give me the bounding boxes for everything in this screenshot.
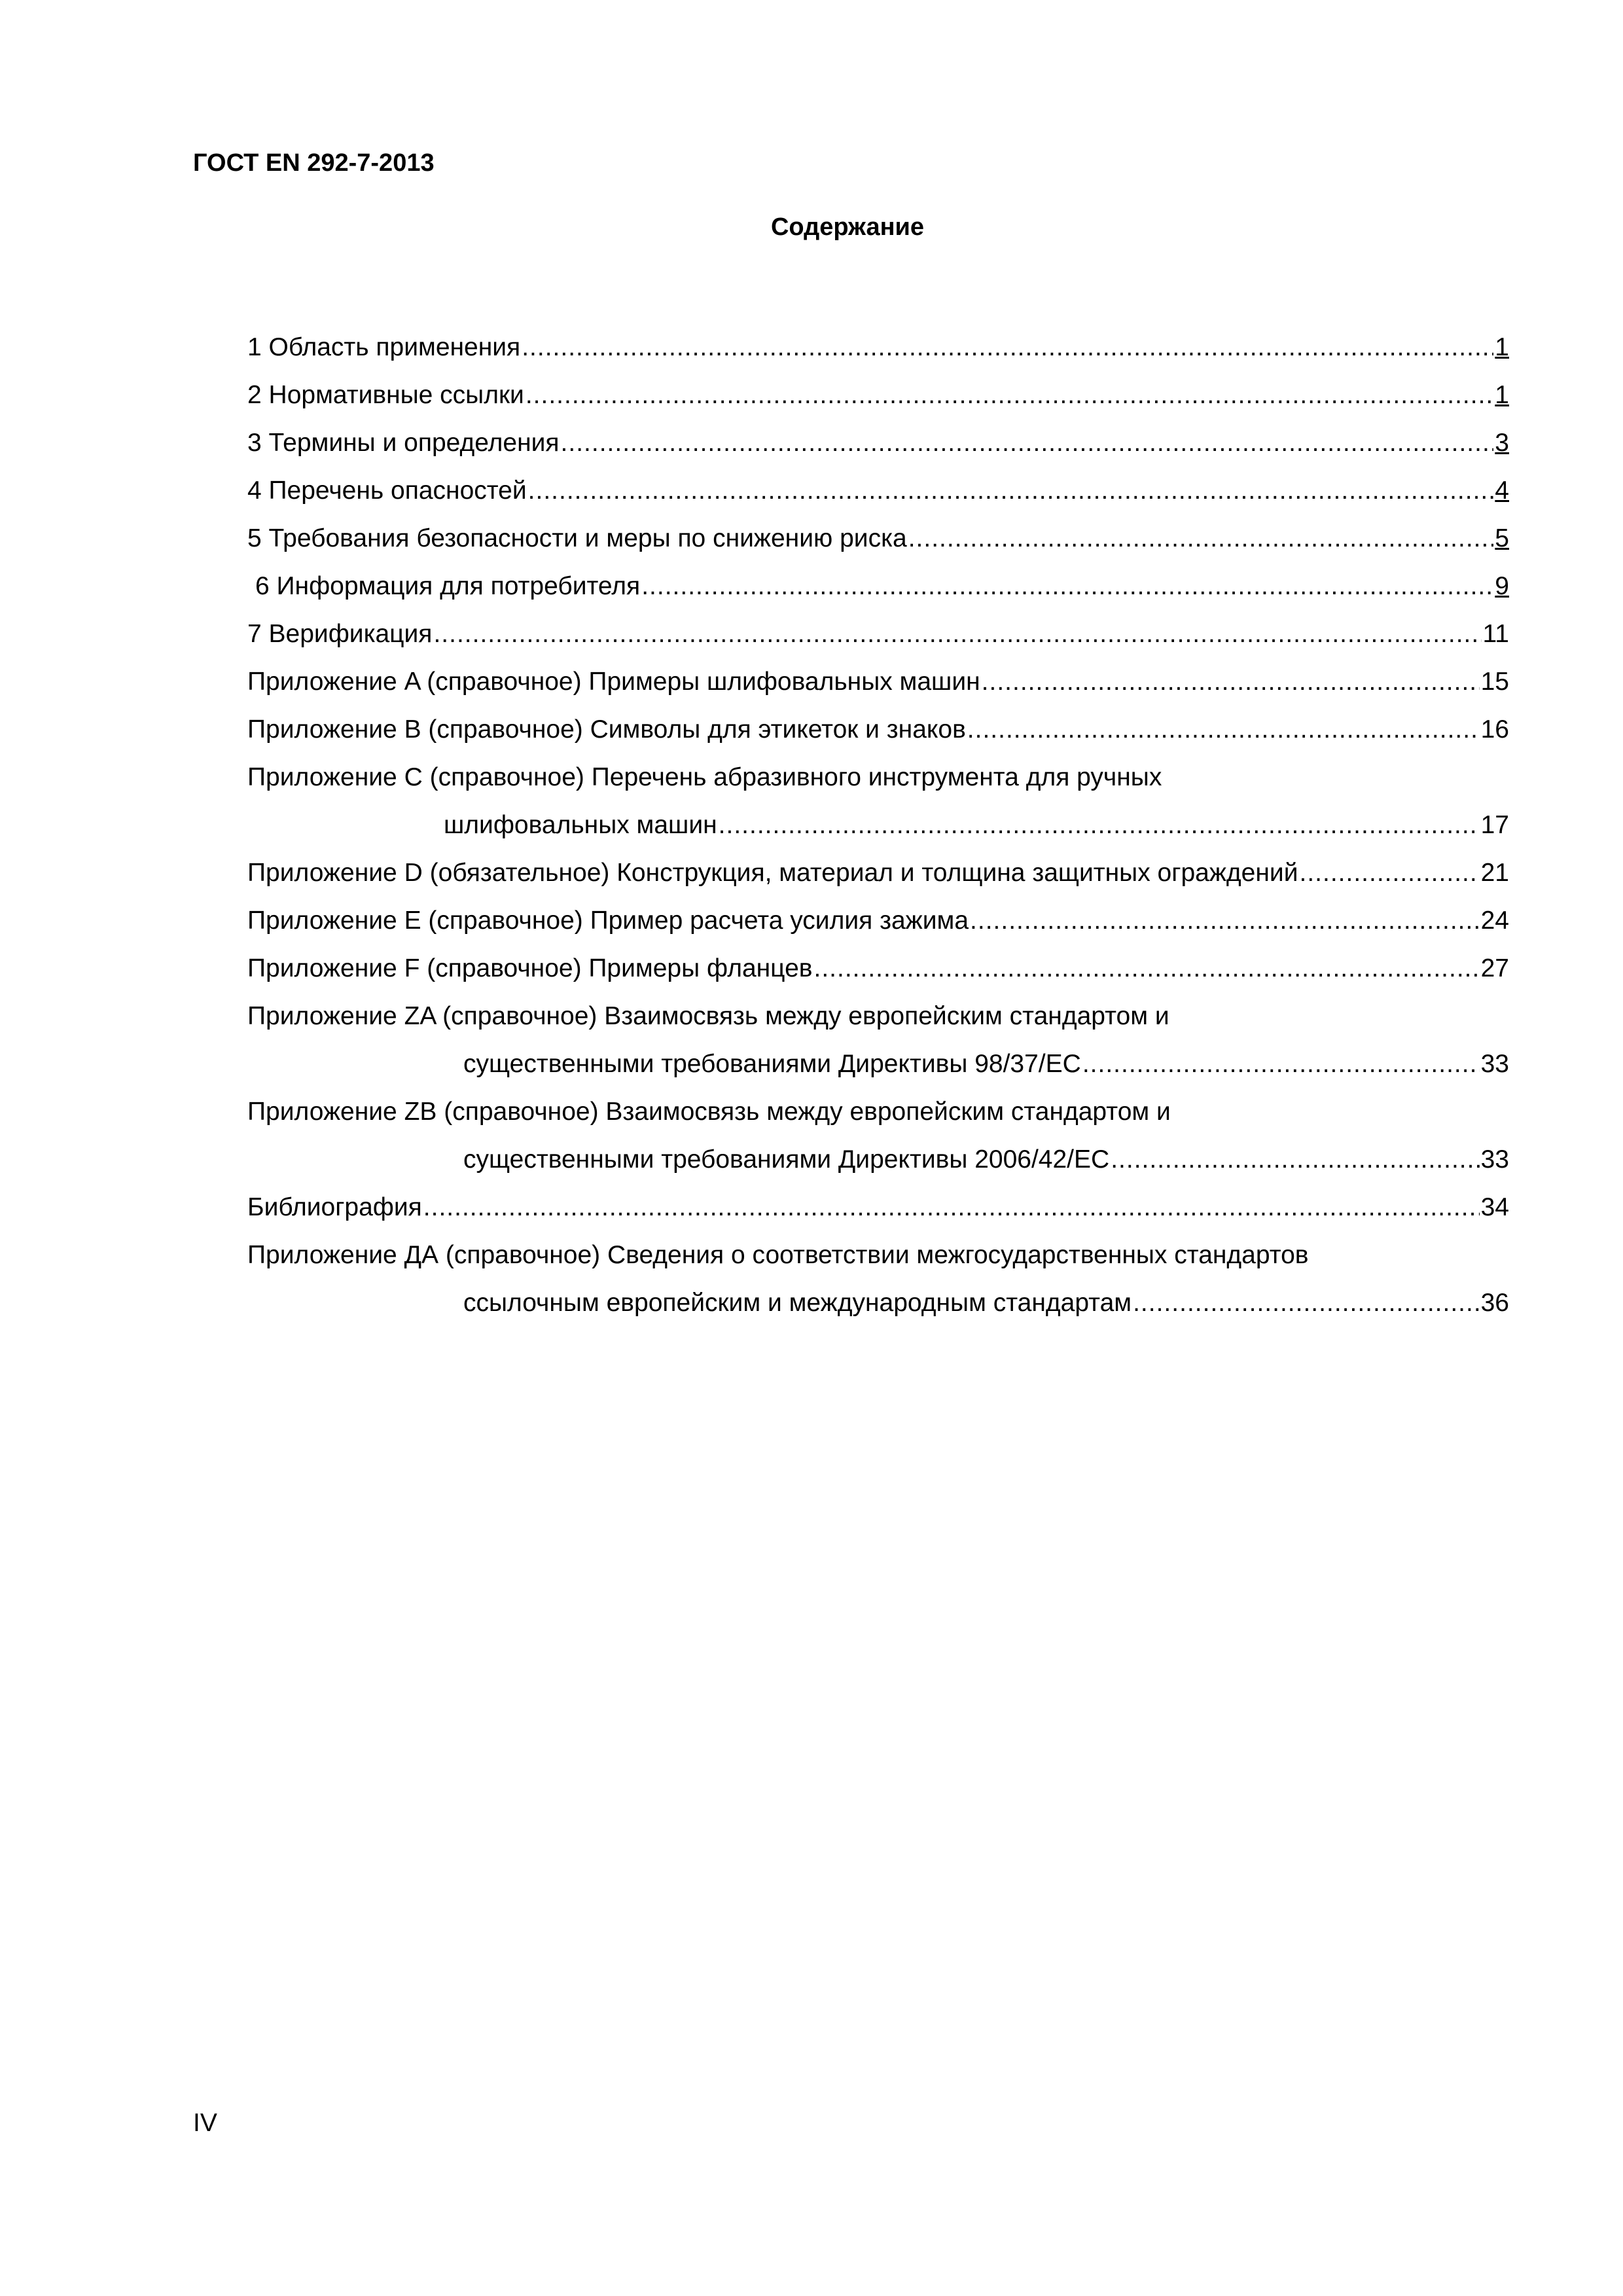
toc-entry-text: Приложение A (справочное) Примеры шлифовальных машин xyxy=(247,668,980,696)
toc-leader-dots xyxy=(433,610,1481,658)
toc-page-number: 36 xyxy=(1480,1289,1509,1317)
toc-page-number: 1 xyxy=(1495,333,1509,361)
toc-leader-dots xyxy=(1299,849,1479,897)
toc-entry-user-information[interactable] xyxy=(247,562,1509,610)
toc-entry-annex-b[interactable] xyxy=(247,706,1509,753)
toc-page-number: 9 xyxy=(1495,572,1509,600)
toc-entry-scope[interactable] xyxy=(247,323,1509,371)
toc-page-number: 21 xyxy=(1480,859,1509,887)
toc-page-number: 1 xyxy=(1495,381,1509,409)
toc-entry-verification[interactable] xyxy=(247,610,1509,658)
toc-leader-dots xyxy=(719,801,1480,849)
table-of-contents xyxy=(247,323,1509,1327)
toc-entry-annex-d[interactable] xyxy=(247,849,1509,897)
toc-entry-annex-za[interactable] xyxy=(247,992,1509,1088)
toc-entry-annex-f[interactable] xyxy=(247,944,1509,992)
toc-page-number: 34 xyxy=(1480,1193,1509,1221)
toc-page-number: 33 xyxy=(1480,1050,1509,1078)
toc-entry-text: Приложение F (справочное) Примеры фланцев xyxy=(247,954,813,982)
toc-leader-dots xyxy=(526,371,1493,419)
toc-title: Содержание xyxy=(770,213,925,241)
toc-leader-dots xyxy=(561,419,1494,467)
toc-entry-text: Приложение B (справочное) Символы для этикеток и знаков xyxy=(247,715,966,744)
toc-entry-annex-e[interactable] xyxy=(247,897,1509,944)
toc-page-number: 4 xyxy=(1495,476,1509,505)
toc-page-number: 16 xyxy=(1480,715,1509,744)
toc-leader-dots xyxy=(1111,1136,1479,1183)
toc-entry-text: 6 Информация для потребителя xyxy=(255,572,641,600)
toc-entry-safety-requirements[interactable] xyxy=(247,514,1509,562)
toc-entry-text: Приложение ДА (справочное) Сведения о соответствии межгосударственных стандартов xyxy=(247,1241,1309,1269)
toc-entry-text: Библиография xyxy=(247,1193,422,1221)
toc-entry-text: 5 Требования безопасности и меры по снижению риска xyxy=(247,524,907,552)
toc-entry-text: Приложение ZB (справочное) Взаимосвязь между европейским стандартом и xyxy=(247,1098,1171,1126)
toc-page-number: 5 xyxy=(1495,524,1509,552)
toc-entry-text: 1 Область применения xyxy=(247,333,521,361)
toc-leader-dots xyxy=(982,658,1480,706)
toc-entry-text: Приложение ZA (справочное) Взаимосвязь между европейским стандартом и xyxy=(247,1002,1169,1030)
toc-leader-dots xyxy=(423,1183,1480,1231)
toc-page-number: 33 xyxy=(1480,1145,1509,1174)
toc-entry-text-continued: существенными требованиями Директивы 98/37/ЕС xyxy=(463,1050,1081,1078)
toc-leader-dots xyxy=(967,706,1480,753)
toc-page-number: 15 xyxy=(1480,668,1509,696)
toc-entry-text-continued: существенными требованиями Директивы 2006/42/ЕС xyxy=(463,1145,1110,1174)
toc-entry-text: 7 Верификация xyxy=(247,620,433,648)
toc-leader-dots xyxy=(970,897,1480,944)
toc-page-number: 11 xyxy=(1482,620,1509,648)
toc-page-number: 27 xyxy=(1480,954,1509,982)
toc-leader-dots xyxy=(522,323,1493,371)
toc-entry-text-continued: ссылочным европейским и международным стандартам xyxy=(463,1289,1132,1317)
toc-leader-dots xyxy=(1133,1279,1480,1327)
toc-entry-terms[interactable] xyxy=(247,419,1509,467)
toc-entry-text: Приложение D (обязательное) Конструкция, материал и толщина защитных ограждений xyxy=(247,859,1298,887)
toc-entry-annex-da[interactable] xyxy=(247,1231,1509,1327)
toc-entry-annex-zb[interactable] xyxy=(247,1088,1509,1183)
document-code: ГОСТ EN 292-7-2013 xyxy=(193,149,435,177)
toc-entry-text: 2 Нормативные ссылки xyxy=(247,381,524,409)
toc-entry-bibliography[interactable] xyxy=(247,1183,1509,1231)
toc-page-number: 24 xyxy=(1480,906,1509,935)
toc-leader-dots xyxy=(528,467,1494,514)
toc-entry-annex-c[interactable] xyxy=(247,753,1509,849)
toc-entry-text: Приложение E (справочное) Пример расчета усилия зажима xyxy=(247,906,969,935)
page-number: IV xyxy=(193,2109,217,2137)
toc-leader-dots xyxy=(908,514,1494,562)
toc-entry-text: 4 Перечень опасностей xyxy=(247,476,527,505)
toc-entry-annex-a[interactable] xyxy=(247,658,1509,706)
toc-entry-text: Приложение C (справочное) Перечень абразивного инструмента для ручных xyxy=(247,763,1162,791)
toc-leader-dots xyxy=(813,944,1479,992)
toc-entry-text-continued: шлифовальных машин xyxy=(444,811,717,839)
toc-entry-normative-references[interactable] xyxy=(247,371,1509,419)
toc-page-number: 3 xyxy=(1495,429,1509,457)
toc-leader-dots xyxy=(1082,1040,1480,1088)
toc-entry-hazards[interactable] xyxy=(247,467,1509,514)
toc-entry-text: 3 Термины и определения xyxy=(247,429,560,457)
toc-leader-dots xyxy=(641,562,1493,610)
toc-page-number: 17 xyxy=(1480,811,1509,839)
